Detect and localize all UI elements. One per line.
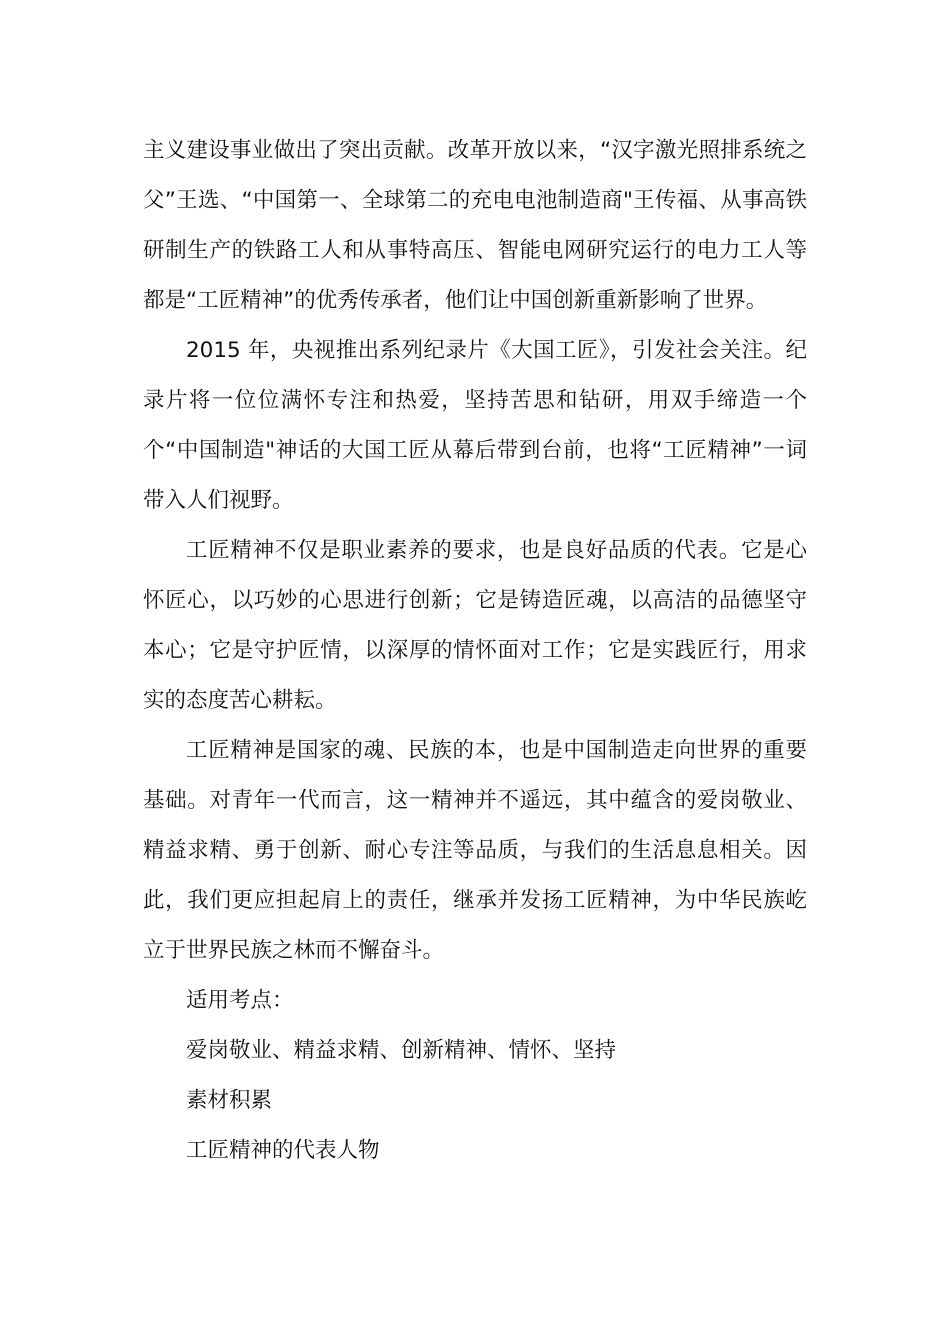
paragraph-craftsmanship-quality: 工匠精神不仅是职业素养的要求，也是良好品质的代表。它是心怀匠心，以巧妙的心思进行创新；它是铸造匠魂，以高洁的品德坚守本心；它是守护匠情，以深厚的情怀面对工作；它是实践匠行，用求实的态度苦心耕耘。: [143, 538, 807, 713]
representative-figures-heading: 工匠精神的代表人物: [186, 1138, 380, 1163]
applicable-topics-heading: 适用考点：: [186, 988, 294, 1013]
paragraph-continuation: 主义建设事业做出了突出贡献。改革开放以来，“汉字激光照排系统之父”王选、“中国第一、全球第二的充电电池制造商"王传福、从事高铁研制生产的铁路工人和从事特高压、智能电网研究运行的电力工人等都是“工匠精神”的优秀传承者，他们让中国创新重新影响了世界。: [143, 138, 807, 313]
material-accumulation-heading: 素材积累: [186, 1088, 273, 1113]
applicable-topics-list: 爱岗敬业、精益求精、创新精神、情怀、坚持: [186, 1038, 617, 1063]
paragraph-national-spirit: 工匠精神是国家的魂、民族的本，也是中国制造走向世界的重要基础。对青年一代而言，这一精神并不遥远，其中蕴含的爱岗敬业、精益求精、勇于创新、耐心专注等品质，与我们的生活息息相关。因此，我们更应担起肩上的责任，继承并发扬工匠精神，为中华民族屹立于世界民族之林而不懈奋斗。: [143, 738, 807, 963]
paragraph-documentary: 2015 年，央视推出系列纪录片《大国工匠》，引发社会关注。纪录片将一位位满怀专注和热爱，坚持苦思和钻研，用双手缔造一个个“中国制造"神话的大国工匠从幕后带到台前，也将“工匠精神”一词带入人们视野。: [143, 338, 807, 513]
document-body: [143, 126, 807, 1176]
